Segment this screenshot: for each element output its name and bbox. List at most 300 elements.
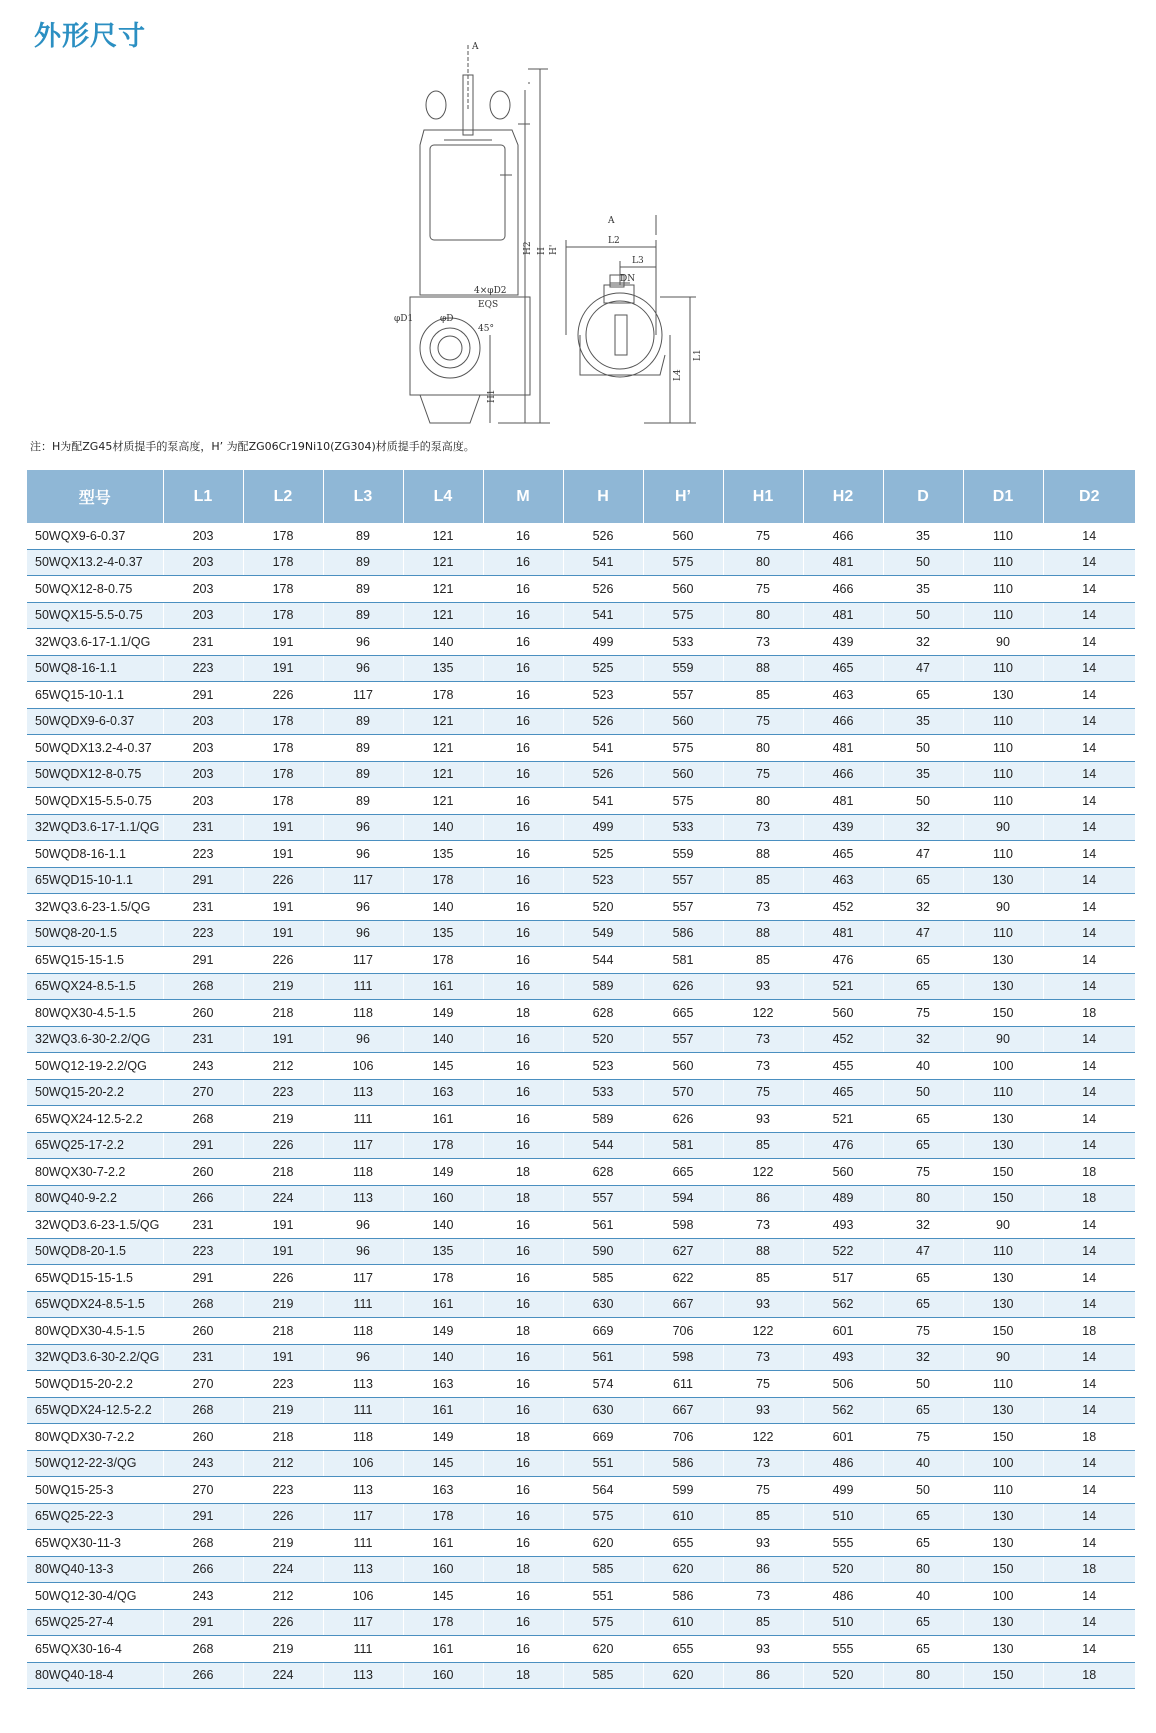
model-cell: 32WQ3.6-30-2.2/QG [27, 1026, 163, 1053]
value-cell: 452 [803, 1026, 883, 1053]
value-cell: 594 [643, 1185, 723, 1212]
value-cell: 73 [723, 629, 803, 656]
value-cell: 89 [323, 708, 403, 735]
value-cell: 16 [483, 973, 563, 1000]
value-cell: 14 [1043, 576, 1135, 603]
value-cell: 18 [483, 1424, 563, 1451]
value-cell: 113 [323, 1371, 403, 1398]
value-cell: 665 [643, 1159, 723, 1186]
value-cell: 145 [403, 1583, 483, 1610]
model-cell: 65WQDX24-8.5-1.5 [27, 1291, 163, 1318]
value-cell: 16 [483, 920, 563, 947]
value-cell: 555 [803, 1636, 883, 1663]
column-header: D1 [963, 470, 1043, 523]
label-angle: 45° [478, 324, 494, 334]
value-cell: 16 [483, 576, 563, 603]
value-cell: 117 [323, 867, 403, 894]
value-cell: 219 [243, 1291, 323, 1318]
value-cell: 585 [563, 1556, 643, 1583]
table-row [27, 576, 1135, 603]
value-cell: 522 [803, 1238, 883, 1265]
value-cell: 93 [723, 1291, 803, 1318]
value-cell: 110 [963, 602, 1043, 629]
value-cell: 93 [723, 1397, 803, 1424]
value-cell: 178 [403, 947, 483, 974]
value-cell: 178 [243, 735, 323, 762]
value-cell: 130 [963, 973, 1043, 1000]
value-cell: 178 [243, 708, 323, 735]
value-cell: 16 [483, 602, 563, 629]
value-cell: 118 [323, 1318, 403, 1345]
value-cell: 575 [643, 788, 723, 815]
value-cell: 16 [483, 1026, 563, 1053]
value-cell: 466 [803, 576, 883, 603]
model-cell: 50WQX12-8-0.75 [27, 576, 163, 603]
value-cell: 75 [883, 1000, 963, 1027]
value-cell: 564 [563, 1477, 643, 1504]
table-row [27, 1636, 1135, 1663]
value-cell: 93 [723, 1106, 803, 1133]
value-cell: 669 [563, 1318, 643, 1345]
value-cell: 231 [163, 1026, 243, 1053]
model-cell: 50WQ12-30-4/QG [27, 1583, 163, 1610]
value-cell: 16 [483, 1132, 563, 1159]
value-cell: 18 [483, 1556, 563, 1583]
model-cell: 80WQ40-9-2.2 [27, 1185, 163, 1212]
value-cell: 178 [243, 549, 323, 576]
value-cell: 628 [563, 1000, 643, 1027]
value-cell: 75 [723, 1079, 803, 1106]
value-cell: 47 [883, 655, 963, 682]
table-row [27, 1583, 1135, 1610]
table-row [27, 1132, 1135, 1159]
value-cell: 581 [643, 1132, 723, 1159]
value-cell: 96 [323, 1344, 403, 1371]
value-cell: 111 [323, 1397, 403, 1424]
value-cell: 111 [323, 1106, 403, 1133]
pump-dimension-drawing [380, 35, 800, 425]
model-cell: 80WQDX30-4.5-1.5 [27, 1318, 163, 1345]
value-cell: 18 [1043, 1318, 1135, 1345]
value-cell: 291 [163, 1265, 243, 1292]
value-cell: 466 [803, 708, 883, 735]
value-cell: 16 [483, 682, 563, 709]
label-l2: L2 [608, 236, 620, 246]
value-cell: 14 [1043, 814, 1135, 841]
value-cell: 533 [643, 814, 723, 841]
value-cell: 65 [883, 1530, 963, 1557]
model-cell: 65WQ25-27-4 [27, 1609, 163, 1636]
value-cell: 161 [403, 1106, 483, 1133]
value-cell: 80 [883, 1556, 963, 1583]
value-cell: 47 [883, 920, 963, 947]
model-cell: 65WQX30-11-3 [27, 1530, 163, 1557]
value-cell: 218 [243, 1318, 323, 1345]
value-cell: 117 [323, 947, 403, 974]
value-cell: 14 [1043, 1132, 1135, 1159]
value-cell: 96 [323, 814, 403, 841]
value-cell: 14 [1043, 1636, 1135, 1663]
table-row [27, 1556, 1135, 1583]
value-cell: 575 [643, 549, 723, 576]
value-cell: 291 [163, 1503, 243, 1530]
table-row [27, 1212, 1135, 1239]
value-cell: 80 [723, 788, 803, 815]
column-header: H’ [643, 470, 723, 523]
model-cell: 32WQ3.6-17-1.1/QG [27, 629, 163, 656]
value-cell: 73 [723, 1026, 803, 1053]
table-row [27, 867, 1135, 894]
value-cell: 80 [723, 602, 803, 629]
value-cell: 14 [1043, 1291, 1135, 1318]
value-cell: 223 [163, 1238, 243, 1265]
value-cell: 224 [243, 1185, 323, 1212]
value-cell: 86 [723, 1556, 803, 1583]
value-cell: 14 [1043, 1212, 1135, 1239]
value-cell: 110 [963, 1477, 1043, 1504]
model-cell: 50WQ12-22-3/QG [27, 1450, 163, 1477]
value-cell: 16 [483, 814, 563, 841]
value-cell: 135 [403, 655, 483, 682]
value-cell: 14 [1043, 655, 1135, 682]
value-cell: 18 [1043, 1000, 1135, 1027]
value-cell: 75 [723, 1371, 803, 1398]
table-row [27, 1079, 1135, 1106]
value-cell: 130 [963, 1636, 1043, 1663]
value-cell: 570 [643, 1079, 723, 1106]
value-cell: 439 [803, 629, 883, 656]
value-cell: 212 [243, 1053, 323, 1080]
value-cell: 113 [323, 1662, 403, 1689]
value-cell: 586 [643, 920, 723, 947]
value-cell: 268 [163, 1530, 243, 1557]
value-cell: 160 [403, 1556, 483, 1583]
model-cell: 80WQDX30-7-2.2 [27, 1424, 163, 1451]
model-cell: 50WQDX9-6-0.37 [27, 708, 163, 735]
value-cell: 122 [723, 1318, 803, 1345]
value-cell: 80 [723, 549, 803, 576]
model-cell: 65WQ15-10-1.1 [27, 682, 163, 709]
value-cell: 161 [403, 973, 483, 1000]
value-cell: 520 [803, 1556, 883, 1583]
dimension-note: 注：H为配ZG45材质提手的泵高度，H’ 为配ZG06Cr19Ni10(ZG304)材质提手的泵高度。 [30, 440, 475, 453]
value-cell: 75 [883, 1318, 963, 1345]
value-cell: 14 [1043, 867, 1135, 894]
value-cell: 75 [883, 1424, 963, 1451]
value-cell: 135 [403, 1238, 483, 1265]
value-cell: 521 [803, 1106, 883, 1133]
value-cell: 14 [1043, 1106, 1135, 1133]
value-cell: 14 [1043, 1450, 1135, 1477]
value-cell: 90 [963, 814, 1043, 841]
value-cell: 110 [963, 576, 1043, 603]
value-cell: 113 [323, 1185, 403, 1212]
value-cell: 35 [883, 523, 963, 549]
value-cell: 463 [803, 867, 883, 894]
value-cell: 581 [643, 947, 723, 974]
value-cell: 268 [163, 1106, 243, 1133]
model-cell: 50WQ8-20-1.5 [27, 920, 163, 947]
value-cell: 499 [563, 814, 643, 841]
value-cell: 561 [563, 1344, 643, 1371]
value-cell: 655 [643, 1530, 723, 1557]
value-cell: 465 [803, 841, 883, 868]
value-cell: 14 [1043, 1344, 1135, 1371]
value-cell: 620 [643, 1662, 723, 1689]
column-header: H1 [723, 470, 803, 523]
value-cell: 16 [483, 735, 563, 762]
value-cell: 14 [1043, 1397, 1135, 1424]
value-cell: 465 [803, 1079, 883, 1106]
value-cell: 16 [483, 1609, 563, 1636]
value-cell: 35 [883, 761, 963, 788]
value-cell: 14 [1043, 708, 1135, 735]
value-cell: 562 [803, 1291, 883, 1318]
value-cell: 130 [963, 1609, 1043, 1636]
value-cell: 130 [963, 1291, 1043, 1318]
column-header: M [483, 470, 563, 523]
value-cell: 14 [1043, 761, 1135, 788]
value-cell: 18 [1043, 1662, 1135, 1689]
label-d: φD [440, 314, 454, 324]
value-cell: 65 [883, 1291, 963, 1318]
value-cell: 18 [483, 1662, 563, 1689]
value-cell: 89 [323, 576, 403, 603]
value-cell: 80 [883, 1662, 963, 1689]
model-cell: 80WQX30-4.5-1.5 [27, 1000, 163, 1027]
value-cell: 85 [723, 1265, 803, 1292]
value-cell: 575 [563, 1609, 643, 1636]
value-cell: 268 [163, 1636, 243, 1663]
value-cell: 121 [403, 761, 483, 788]
value-cell: 14 [1043, 947, 1135, 974]
value-cell: 163 [403, 1477, 483, 1504]
value-cell: 16 [483, 1238, 563, 1265]
value-cell: 549 [563, 920, 643, 947]
value-cell: 557 [643, 867, 723, 894]
value-cell: 520 [563, 894, 643, 921]
value-cell: 231 [163, 814, 243, 841]
value-cell: 560 [643, 523, 723, 549]
value-cell: 40 [883, 1583, 963, 1610]
value-cell: 110 [963, 735, 1043, 762]
value-cell: 178 [403, 1503, 483, 1530]
table-row [27, 1265, 1135, 1292]
table-row [27, 894, 1135, 921]
value-cell: 113 [323, 1477, 403, 1504]
value-cell: 16 [483, 629, 563, 656]
value-cell: 203 [163, 761, 243, 788]
value-cell: 191 [243, 1238, 323, 1265]
table-row [27, 1291, 1135, 1318]
value-cell: 90 [963, 1344, 1043, 1371]
value-cell: 117 [323, 1609, 403, 1636]
value-cell: 150 [963, 1185, 1043, 1212]
table-row [27, 788, 1135, 815]
value-cell: 80 [723, 735, 803, 762]
model-cell: 50WQX13.2-4-0.37 [27, 549, 163, 576]
value-cell: 122 [723, 1424, 803, 1451]
table-row [27, 1106, 1135, 1133]
column-header: L1 [163, 470, 243, 523]
value-cell: 574 [563, 1371, 643, 1398]
value-cell: 121 [403, 576, 483, 603]
value-cell: 481 [803, 735, 883, 762]
value-cell: 110 [963, 1079, 1043, 1106]
value-cell: 88 [723, 841, 803, 868]
model-cell: 65WQ25-22-3 [27, 1503, 163, 1530]
table-row [27, 655, 1135, 682]
value-cell: 14 [1043, 1530, 1135, 1557]
value-cell: 562 [803, 1397, 883, 1424]
value-cell: 665 [643, 1000, 723, 1027]
value-cell: 266 [163, 1662, 243, 1689]
value-cell: 85 [723, 1132, 803, 1159]
model-cell: 65WQ25-17-2.2 [27, 1132, 163, 1159]
value-cell: 117 [323, 1503, 403, 1530]
value-cell: 163 [403, 1079, 483, 1106]
value-cell: 65 [883, 1265, 963, 1292]
value-cell: 481 [803, 920, 883, 947]
table-row [27, 920, 1135, 947]
dimension-table [27, 470, 1135, 1689]
table-row [27, 1662, 1135, 1689]
value-cell: 476 [803, 1132, 883, 1159]
value-cell: 14 [1043, 523, 1135, 549]
value-cell: 73 [723, 894, 803, 921]
value-cell: 560 [643, 576, 723, 603]
value-cell: 96 [323, 1212, 403, 1239]
value-cell: 291 [163, 1609, 243, 1636]
value-cell: 150 [963, 1662, 1043, 1689]
value-cell: 149 [403, 1000, 483, 1027]
value-cell: 526 [563, 576, 643, 603]
value-cell: 50 [883, 602, 963, 629]
label-a-top: A [472, 42, 479, 52]
table-row [27, 708, 1135, 735]
table-row [27, 549, 1135, 576]
value-cell: 178 [403, 1132, 483, 1159]
value-cell: 32 [883, 1344, 963, 1371]
value-cell: 18 [1043, 1185, 1135, 1212]
table-row [27, 1053, 1135, 1080]
value-cell: 212 [243, 1450, 323, 1477]
value-cell: 533 [563, 1079, 643, 1106]
value-cell: 599 [643, 1477, 723, 1504]
value-cell: 88 [723, 920, 803, 947]
value-cell: 223 [243, 1079, 323, 1106]
value-cell: 100 [963, 1450, 1043, 1477]
table-row [27, 973, 1135, 1000]
value-cell: 589 [563, 1106, 643, 1133]
value-cell: 557 [643, 894, 723, 921]
table-row [27, 761, 1135, 788]
value-cell: 611 [643, 1371, 723, 1398]
value-cell: 160 [403, 1185, 483, 1212]
value-cell: 130 [963, 1503, 1043, 1530]
value-cell: 590 [563, 1238, 643, 1265]
value-cell: 117 [323, 1265, 403, 1292]
value-cell: 178 [243, 576, 323, 603]
value-cell: 14 [1043, 1026, 1135, 1053]
value-cell: 73 [723, 1053, 803, 1080]
model-cell: 65WQX24-12.5-2.2 [27, 1106, 163, 1133]
value-cell: 111 [323, 1291, 403, 1318]
label-d1: φD1 [394, 314, 414, 324]
label-h-prime: H' [549, 244, 559, 255]
value-cell: 16 [483, 1450, 563, 1477]
value-cell: 16 [483, 1530, 563, 1557]
value-cell: 18 [483, 1185, 563, 1212]
value-cell: 541 [563, 602, 643, 629]
column-header: L3 [323, 470, 403, 523]
table-header-row [27, 470, 1135, 523]
value-cell: 16 [483, 1371, 563, 1398]
value-cell: 486 [803, 1450, 883, 1477]
value-cell: 601 [803, 1318, 883, 1345]
value-cell: 130 [963, 1530, 1043, 1557]
value-cell: 110 [963, 708, 1043, 735]
value-cell: 481 [803, 549, 883, 576]
value-cell: 226 [243, 682, 323, 709]
table-row [27, 1530, 1135, 1557]
value-cell: 121 [403, 549, 483, 576]
value-cell: 541 [563, 735, 643, 762]
table-row [27, 1000, 1135, 1027]
value-cell: 96 [323, 655, 403, 682]
value-cell: 585 [563, 1662, 643, 1689]
model-cell: 50WQX15-5.5-0.75 [27, 602, 163, 629]
value-cell: 73 [723, 1450, 803, 1477]
value-cell: 510 [803, 1609, 883, 1636]
value-cell: 96 [323, 841, 403, 868]
value-cell: 110 [963, 655, 1043, 682]
value-cell: 270 [163, 1079, 243, 1106]
value-cell: 40 [883, 1450, 963, 1477]
value-cell: 85 [723, 682, 803, 709]
value-cell: 16 [483, 523, 563, 549]
table-row [27, 1450, 1135, 1477]
value-cell: 489 [803, 1185, 883, 1212]
value-cell: 16 [483, 1344, 563, 1371]
value-cell: 706 [643, 1318, 723, 1345]
value-cell: 110 [963, 761, 1043, 788]
value-cell: 622 [643, 1265, 723, 1292]
pump-drawing-svg [380, 35, 800, 425]
value-cell: 219 [243, 973, 323, 1000]
value-cell: 243 [163, 1450, 243, 1477]
value-cell: 231 [163, 629, 243, 656]
value-cell: 218 [243, 1159, 323, 1186]
value-cell: 149 [403, 1318, 483, 1345]
value-cell: 476 [803, 947, 883, 974]
value-cell: 85 [723, 867, 803, 894]
value-cell: 523 [563, 867, 643, 894]
value-cell: 270 [163, 1477, 243, 1504]
value-cell: 585 [563, 1265, 643, 1292]
value-cell: 260 [163, 1159, 243, 1186]
value-cell: 150 [963, 1424, 1043, 1451]
value-cell: 118 [323, 1000, 403, 1027]
value-cell: 65 [883, 947, 963, 974]
value-cell: 90 [963, 1026, 1043, 1053]
value-cell: 455 [803, 1053, 883, 1080]
value-cell: 223 [243, 1477, 323, 1504]
value-cell: 89 [323, 523, 403, 549]
model-cell: 50WQ15-20-2.2 [27, 1079, 163, 1106]
value-cell: 628 [563, 1159, 643, 1186]
value-cell: 89 [323, 761, 403, 788]
